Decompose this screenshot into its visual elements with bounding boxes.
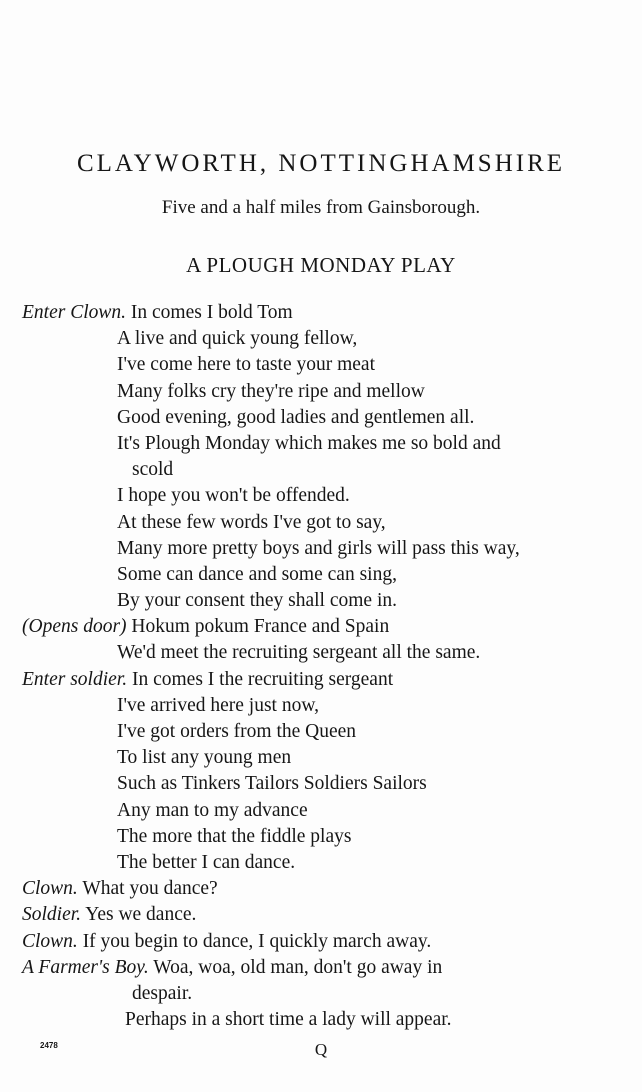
line-text: To list any young men xyxy=(117,747,292,769)
line-text: Many folks cry they're ripe and mellow xyxy=(117,380,425,402)
play-line xyxy=(22,824,622,850)
speaker-name: Clown. xyxy=(22,930,78,952)
play-line xyxy=(22,850,622,876)
play-line xyxy=(22,771,622,797)
line-text: A live and quick young fellow, xyxy=(117,328,358,350)
line-text: I've come here to taste your meat xyxy=(117,354,375,376)
printer-signature: 2478 xyxy=(40,1041,58,1050)
line-text: At these few words I've got to say, xyxy=(117,511,386,533)
line-text: scold xyxy=(132,459,174,481)
speaker-name: A Farmer's Boy. xyxy=(22,956,149,978)
play-line xyxy=(22,693,622,719)
line-text: I hope you won't be offended. xyxy=(117,485,350,507)
play-line xyxy=(22,588,622,614)
line-text: Such as Tinkers Tailors Soldiers Sailors xyxy=(117,773,427,795)
line-text: It's Plough Monday which makes me so bold and xyxy=(117,432,501,454)
speaker-direction: Enter soldier. xyxy=(22,668,128,690)
play-line xyxy=(22,876,622,902)
play-line xyxy=(22,902,622,928)
line-text: Good evening, good ladies and gentlemen all. xyxy=(117,406,475,428)
play-line xyxy=(22,981,622,1007)
page-subtitle: Five and a half miles from Gainsborough. xyxy=(161,197,481,218)
play-line xyxy=(22,614,622,640)
line-text: In comes I the recruiting sergeant xyxy=(127,668,394,690)
line-text: We'd meet the recruiting sergeant all the same. xyxy=(117,642,481,664)
line-text: What you dance? xyxy=(77,878,218,900)
play-line xyxy=(22,431,622,457)
play-line xyxy=(22,929,622,955)
line-text: Many more pretty boys and girls will pass this way, xyxy=(117,537,520,559)
line-text: In comes I bold Tom xyxy=(126,302,293,323)
play-line xyxy=(22,379,622,405)
play-line xyxy=(22,667,622,693)
line-text: If you begin to dance, I quickly march away. xyxy=(77,930,432,952)
play-line xyxy=(22,1007,622,1033)
line-text: Hokum pokum France and Spain xyxy=(126,616,390,638)
play-line xyxy=(22,300,622,326)
speaker-name: Clown. xyxy=(22,878,78,900)
line-text: The more that the fiddle plays xyxy=(117,825,352,847)
play-line xyxy=(22,719,622,745)
line-text: Woa, woa, old man, don't go away in xyxy=(148,956,443,978)
play-line xyxy=(22,745,622,771)
speaker-direction: (Opens door) xyxy=(22,616,127,638)
play-line xyxy=(22,510,622,536)
speaker-direction: Enter Clown. xyxy=(22,302,127,323)
play-heading: A PLOUGH MONDAY PLAY xyxy=(186,253,456,277)
line-text: I've arrived here just now, xyxy=(117,694,320,716)
line-text: Yes we dance. xyxy=(81,904,197,926)
line-text: The better I can dance. xyxy=(117,851,296,873)
line-text: By your consent they shall come in. xyxy=(117,590,397,612)
play-line xyxy=(22,640,622,666)
signature-letter: Q xyxy=(314,1040,328,1059)
play-line xyxy=(22,562,622,588)
play-line xyxy=(22,352,622,378)
play-line xyxy=(22,483,622,509)
line-text: despair. xyxy=(132,982,193,1004)
play-line xyxy=(22,457,622,483)
line-text: Any man to my advance xyxy=(117,799,308,821)
play-line xyxy=(22,326,622,352)
line-text: I've got orders from the Queen xyxy=(117,721,357,742)
play-line xyxy=(22,536,622,562)
play-line xyxy=(22,405,622,431)
line-text: Perhaps in a short time a lady will appear. xyxy=(125,1009,452,1031)
page-title: CLAYWORTH, NOTTINGHAMSHIRE xyxy=(76,150,566,177)
line-text: Some can dance and some can sing, xyxy=(117,563,397,585)
play-text xyxy=(22,300,622,1033)
play-line xyxy=(22,798,622,824)
speaker-name: Soldier. xyxy=(22,904,82,926)
play-line xyxy=(22,955,622,981)
